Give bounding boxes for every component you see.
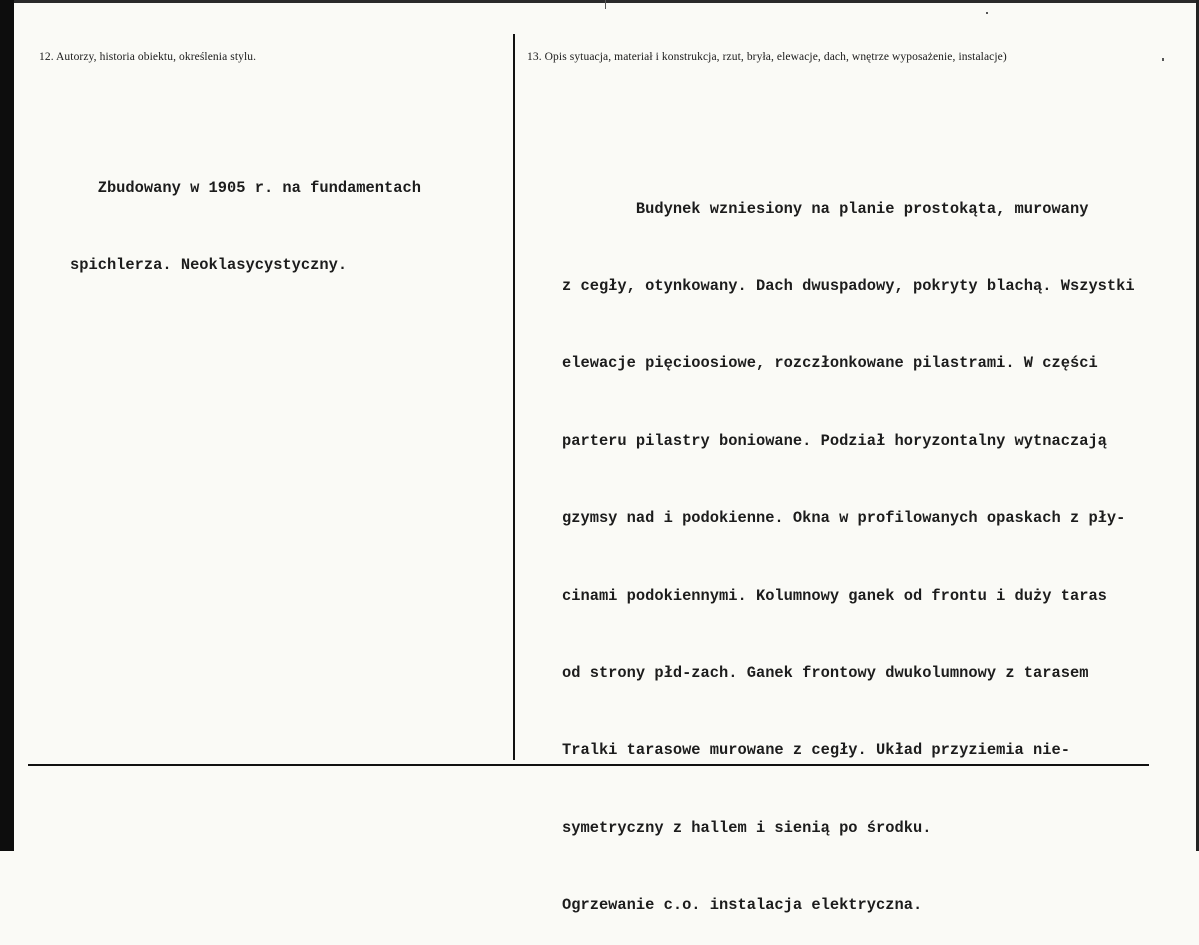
typed-line: cinami podokiennymi. Kolumnowy ganek od frontu i duży taras — [562, 586, 1107, 605]
scan-top-edge — [0, 0, 1199, 3]
typed-line: symetryczny z hallem i sienią po środku. — [562, 818, 932, 837]
section-12-header: 12. Autorzy, historia obiektu, określenia stylu. — [39, 51, 257, 63]
typed-line: Ogrzewanie c.o. instalacja elektryczna. — [562, 896, 923, 915]
typed-line: Zbudowany w 1905 r. na fundamentach — [70, 178, 421, 197]
section-13-header: 13. Opis sytuacja, materiał i konstrukcja, rzut, bryła, elewacje, dach, wnętrze wyposażenie, instalacje) — [527, 51, 1007, 63]
typed-line: od strony płd-zach. Ganek frontowy dwukolumnowy z tarasem — [562, 663, 1089, 682]
typed-line: Tralki tarasowe murowane z cegły. Układ przyziemia nie- — [562, 741, 1070, 760]
section-12-body — [70, 124, 421, 305]
typed-line: spichlerza. Neoklasycystyczny. — [70, 255, 348, 274]
typed-line: gzymsy nad i podokienne. Okna w profilowanych opaskach z pły- — [562, 509, 1126, 528]
typed-line: elewacje pięcioosiowe, rozczłonkowane pilastrami. W części — [562, 354, 1098, 373]
scan-speck — [605, 0, 606, 9]
typed-line: Budynek wzniesiony na planie prostokąta, murowany — [562, 199, 1089, 218]
section-13-body — [562, 145, 1135, 945]
scan-speck — [1162, 58, 1164, 61]
column-divider — [513, 34, 515, 760]
typed-line: z cegły, otynkowany. Dach dwuspadowy, pokryty blachą. Wszystki — [562, 276, 1135, 295]
typed-line: parteru pilastry boniowane. Podział horyzontalny wytnaczają — [562, 431, 1107, 450]
scan-speck — [986, 12, 988, 14]
scan-left-edge — [0, 0, 14, 851]
